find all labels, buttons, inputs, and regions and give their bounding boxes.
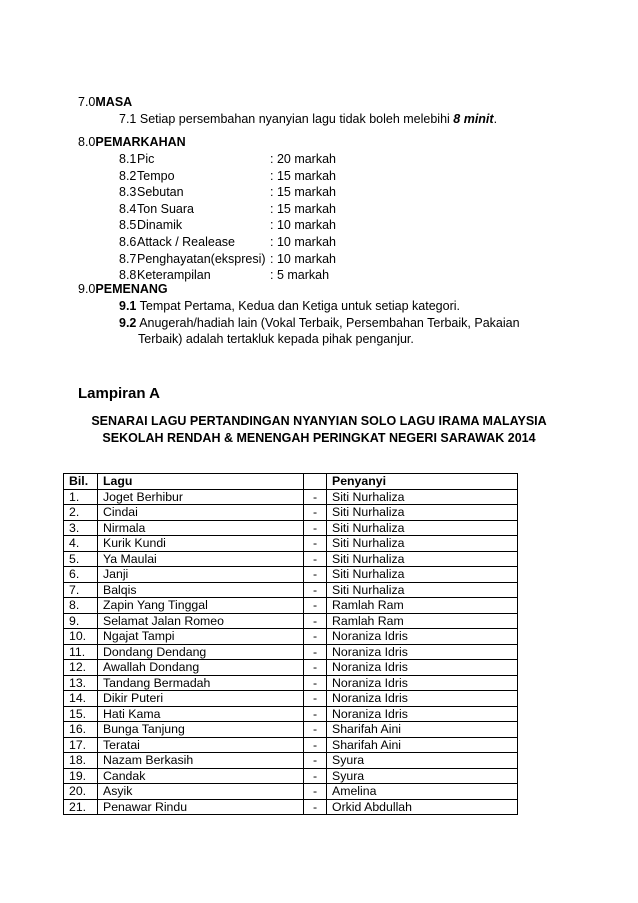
cell-separator: - [304,799,327,815]
item-label: Attack / Realease [137,235,235,249]
section-9-heading [78,282,168,297]
cell-separator: - [304,737,327,753]
table-row [64,489,518,505]
item-label: Pic [137,152,155,166]
cell-bil: 5. [64,551,98,567]
cell-lagu: Ya Maulai [98,551,304,567]
cell-lagu: Joget Berhibur [98,489,304,505]
table-row [64,629,518,645]
item-value: : 15 markah [270,202,337,216]
cell-penyanyi: Amelina [327,784,518,800]
cell-separator: - [304,551,327,567]
item-value: : 15 markah [270,169,337,183]
cell-bil: 2. [64,505,98,521]
item-text: Tempat Pertama, Kedua dan Ketiga untuk setiap kategori. [139,299,460,313]
section-number: 8.0 [78,135,96,149]
cell-penyanyi: Siti Nurhaliza [327,489,518,505]
cell-separator: - [304,660,327,676]
table-row [64,582,518,598]
cell-bil: 17. [64,737,98,753]
section-9-item-2-cont [138,332,414,347]
cell-bil: 12. [64,660,98,676]
section-title: MASA [95,95,133,109]
table-row [64,551,518,567]
cell-bil: 9. [64,613,98,629]
cell-penyanyi: Siti Nurhaliza [327,536,518,552]
section-title: PEMARKAHAN [95,135,186,149]
item-value: : 20 markah [270,152,337,166]
header-lagu: Lagu [98,474,304,490]
cell-bil: 11. [64,644,98,660]
cell-lagu: Asyik [98,784,304,800]
list-title-line-2: SEKOLAH RENDAH & MENENGAH PERINGKAT NEGERI SARAWAK 2014 [102,431,536,445]
item-number: 8.4 [119,202,137,216]
cell-lagu: Ngajat Tampi [98,629,304,645]
cell-bil: 10. [64,629,98,645]
cell-lagu: Nazam Berkasih [98,753,304,769]
table-row [64,505,518,521]
item-text-line-2: Terbaik) adalah tertakluk kepada pihak penganjur. [138,332,414,346]
cell-lagu: Hati Kama [98,706,304,722]
table-row [64,567,518,583]
cell-bil: 6. [64,567,98,583]
cell-penyanyi: Ramlah Ram [327,598,518,614]
cell-lagu: Kurik Kundi [98,536,304,552]
cell-penyanyi: Sharifah Aini [327,737,518,753]
cell-separator: - [304,567,327,583]
item-number: 8.1 [119,152,137,166]
cell-lagu: Penawar Rindu [98,799,304,815]
section-9-item-2 [119,316,520,331]
cell-separator: - [304,768,327,784]
cell-lagu: Tandang Bermadah [98,675,304,691]
cell-separator: - [304,489,327,505]
item-tail: . [493,112,498,126]
table-row [64,598,518,614]
cell-separator: - [304,675,327,691]
cell-penyanyi: Siti Nurhaliza [327,567,518,583]
table-row [64,768,518,784]
section-number: 9.0 [78,282,96,296]
section-7-item [119,112,497,127]
cell-separator: - [304,753,327,769]
item-number: 8.3 [119,185,137,199]
cell-penyanyi: Syura [327,753,518,769]
cell-penyanyi: Orkid Abdullah [327,799,518,815]
item-label: Sebutan [137,185,184,199]
cell-penyanyi: Syura [327,768,518,784]
table-row [64,675,518,691]
cell-lagu: Awallah Dondang [98,660,304,676]
table-row [64,799,518,815]
cell-bil: 1. [64,489,98,505]
item-value: : 10 markah [270,252,337,266]
cell-bil: 20. [64,784,98,800]
cell-penyanyi: Sharifah Aini [327,722,518,738]
section-number: 7.0 [78,95,96,109]
section-title: PEMENANG [95,282,168,296]
cell-penyanyi: Noraniza Idris [327,706,518,722]
item-number: 9.2 [119,316,137,330]
cell-bil: 14. [64,691,98,707]
section-7-heading [78,95,132,110]
cell-bil: 7. [64,582,98,598]
item-number: 8.7 [119,252,137,266]
cell-separator: - [304,722,327,738]
table-row [64,784,518,800]
header-penyanyi: Penyanyi [327,474,518,490]
cell-separator: - [304,644,327,660]
cell-separator: - [304,598,327,614]
item-label: Keterampilan [137,268,211,282]
cell-lagu: Teratai [98,737,304,753]
item-value: : 5 markah [270,268,330,282]
header-bil: Bil. [64,474,98,490]
list-title-line-1: SENARAI LAGU PERTANDINGAN NYANYIAN SOLO LAGU IRAMA MALAYSIA [91,414,547,428]
table-row [64,706,518,722]
cell-separator: - [304,629,327,645]
item-number: 8.2 [119,169,137,183]
cell-bil: 4. [64,536,98,552]
item-value: : 10 markah [270,218,337,232]
item-label: Ton Suara [137,202,194,216]
cell-penyanyi: Noraniza Idris [327,629,518,645]
cell-penyanyi: Noraniza Idris [327,691,518,707]
item-value: : 10 markah [270,235,337,249]
cell-lagu: Balqis [98,582,304,598]
cell-separator: - [304,582,327,598]
cell-lagu: Nirmala [98,520,304,536]
table-row [64,722,518,738]
cell-penyanyi: Siti Nurhaliza [327,520,518,536]
item-number: 9.1 [119,299,137,313]
table-row [64,660,518,676]
table-row [64,644,518,660]
table-row [64,753,518,769]
cell-separator: - [304,784,327,800]
cell-separator: - [304,520,327,536]
cell-lagu: Dondang Dendang [98,644,304,660]
cell-penyanyi: Noraniza Idris [327,675,518,691]
item-emphasis: 8 minit [453,112,494,126]
cell-bil: 18. [64,753,98,769]
item-number: 8.6 [119,235,137,249]
table-header-row [64,474,518,490]
cell-lagu: Candak [98,768,304,784]
item-value: : 15 markah [270,185,337,199]
item-label: Penghayatan(ekspresi) [137,252,266,266]
table-row [64,536,518,552]
cell-penyanyi: Ramlah Ram [327,613,518,629]
cell-lagu: Selamat Jalan Romeo [98,613,304,629]
cell-penyanyi: Siti Nurhaliza [327,582,518,598]
cell-bil: 13. [64,675,98,691]
section-9-item-1 [119,299,460,314]
cell-lagu: Zapin Yang Tinggal [98,598,304,614]
cell-bil: 16. [64,722,98,738]
cell-penyanyi: Noraniza Idris [327,660,518,676]
section-8-heading [78,135,186,150]
cell-bil: 15. [64,706,98,722]
cell-penyanyi: Siti Nurhaliza [327,505,518,521]
cell-lagu: Janji [98,567,304,583]
item-label: Dinamik [137,218,183,232]
item-number: 8.8 [119,268,137,282]
cell-lagu: Bunga Tanjung [98,722,304,738]
table-row [64,691,518,707]
item-label: Tempo [137,169,175,183]
item-text-line-1: Anugerah/hadiah lain (Vokal Terbaik, Persembahan Terbaik, Pakaian [139,316,520,330]
cell-bil: 8. [64,598,98,614]
cell-penyanyi: Siti Nurhaliza [327,551,518,567]
item-text: Setiap persembahan nyanyian lagu tidak boleh melebihi [139,112,454,126]
cell-separator: - [304,691,327,707]
appendix-heading: Lampiran A [78,385,160,402]
table-row [64,737,518,753]
cell-lagu: Cindai [98,505,304,521]
table-row [64,520,518,536]
cell-bil: 3. [64,520,98,536]
song-table [63,473,518,815]
item-number: 7.1 [119,112,137,126]
table-row [64,613,518,629]
item-number: 8.5 [119,218,137,232]
cell-separator: - [304,706,327,722]
cell-penyanyi: Noraniza Idris [327,644,518,660]
cell-separator: - [304,536,327,552]
cell-bil: 19. [64,768,98,784]
cell-separator: - [304,613,327,629]
cell-bil: 21. [64,799,98,815]
cell-lagu: Dikir Puteri [98,691,304,707]
header-separator [304,474,327,490]
cell-separator: - [304,505,327,521]
